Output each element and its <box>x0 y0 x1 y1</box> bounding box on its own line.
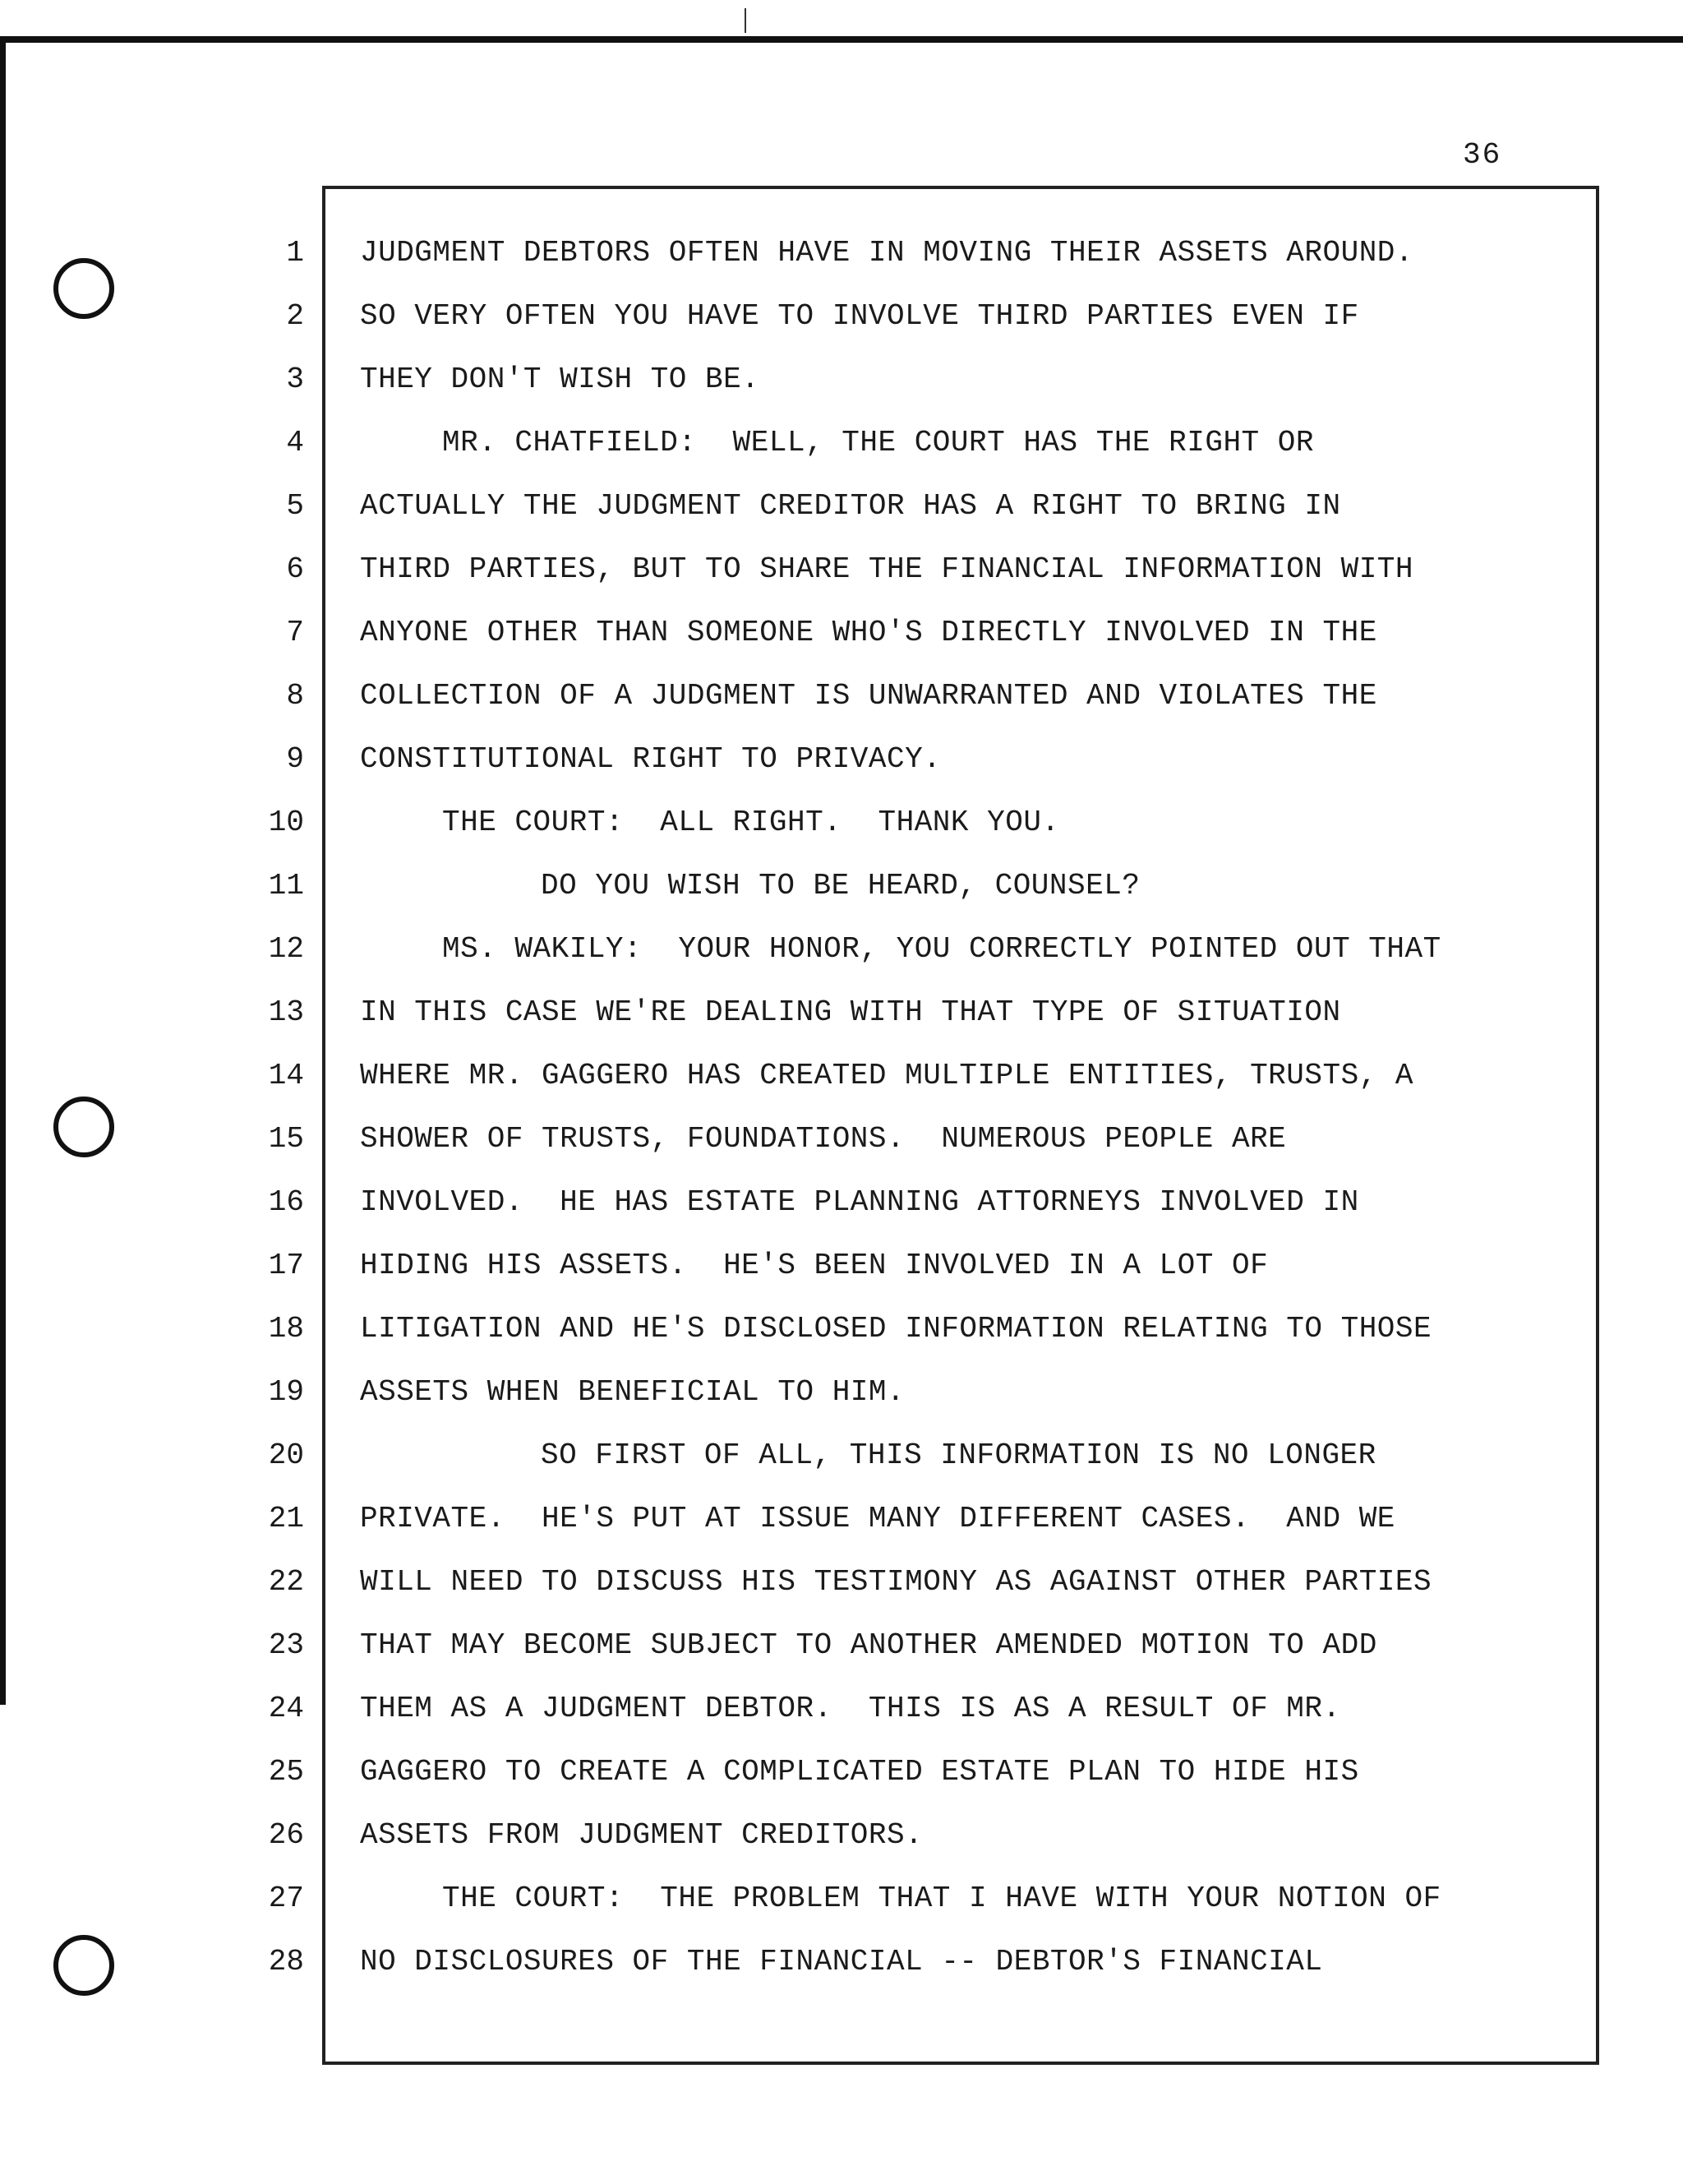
transcript-line: SO VERY OFTEN YOU HAVE TO INVOLVE THIRD PARTIES EVEN IF <box>360 299 1359 333</box>
transcript-line: SHOWER OF TRUSTS, FOUNDATIONS. NUMEROUS PEOPLE ARE <box>360 1122 1287 1156</box>
transcript-line: NO DISCLOSURES OF THE FINANCIAL -- DEBTOR'S FINANCIAL <box>360 1945 1323 1979</box>
punch-hole-bottom <box>53 1935 114 1996</box>
transcript-line: THE COURT: ALL RIGHT. THANK YOU. <box>442 806 1060 839</box>
page-number: 36 <box>1463 138 1502 172</box>
transcript-line: LITIGATION AND HE'S DISCLOSED INFORMATION RELATING TO THOSE <box>360 1312 1432 1346</box>
transcript-line: WILL NEED TO DISCUSS HIS TESTIMONY AS AGAINST OTHER PARTIES <box>360 1565 1432 1599</box>
transcript-line: PRIVATE. HE'S PUT AT ISSUE MANY DIFFERENT CASES. AND WE <box>360 1502 1395 1535</box>
transcript-line: ANYONE OTHER THAN SOMEONE WHO'S DIRECTLY INVOLVED IN THE <box>360 616 1377 649</box>
line-number: 23 <box>268 1628 304 1662</box>
transcript-line: GAGGERO TO CREATE A COMPLICATED ESTATE PLAN TO HIDE HIS <box>360 1755 1359 1789</box>
line-number: 26 <box>268 1818 304 1852</box>
line-number: 15 <box>268 1122 304 1156</box>
left-border-rule <box>0 36 6 1705</box>
line-number: 4 <box>286 426 304 459</box>
transcript-line: MR. CHATFIELD: WELL, THE COURT HAS THE RIGHT OR <box>442 426 1314 459</box>
line-number: 14 <box>268 1059 304 1092</box>
line-number: 21 <box>268 1502 304 1535</box>
transcript-line: SO FIRST OF ALL, THIS INFORMATION IS NO LONGER <box>541 1438 1376 1472</box>
line-number: 17 <box>268 1249 304 1282</box>
line-number: 6 <box>286 552 304 586</box>
line-number: 5 <box>286 489 304 523</box>
line-number: 3 <box>286 362 304 396</box>
transcript-line: WHERE MR. GAGGERO HAS CREATED MULTIPLE ENTITIES, TRUSTS, A <box>360 1059 1414 1092</box>
transcript-line: COLLECTION OF A JUDGMENT IS UNWARRANTED AND VIOLATES THE <box>360 679 1377 713</box>
line-number: 22 <box>268 1565 304 1599</box>
punch-hole-top <box>53 258 114 319</box>
transcript-line: INVOLVED. HE HAS ESTATE PLANNING ATTORNEYS INVOLVED IN <box>360 1185 1359 1219</box>
line-number: 16 <box>268 1185 304 1219</box>
line-number: 28 <box>268 1945 304 1979</box>
transcript-line: ASSETS FROM JUDGMENT CREDITORS. <box>360 1818 924 1852</box>
transcript-line: JUDGMENT DEBTORS OFTEN HAVE IN MOVING THEIR ASSETS AROUND. <box>360 236 1414 270</box>
line-number: 13 <box>268 995 304 1029</box>
transcript-line: ASSETS WHEN BENEFICIAL TO HIM. <box>360 1375 906 1409</box>
scan-mark <box>745 8 746 33</box>
line-number: 10 <box>268 806 304 839</box>
transcript-line: IN THIS CASE WE'RE DEALING WITH THAT TYPE OF SITUATION <box>360 995 1341 1029</box>
transcript-line: CONSTITUTIONAL RIGHT TO PRIVACY. <box>360 742 942 776</box>
line-number: 24 <box>268 1692 304 1725</box>
line-number: 1 <box>286 236 304 270</box>
transcript-line: THEM AS A JUDGMENT DEBTOR. THIS IS AS A RESULT OF MR. <box>360 1692 1341 1725</box>
line-number: 27 <box>268 1882 304 1915</box>
transcript-line: ACTUALLY THE JUDGMENT CREDITOR HAS A RIGHT TO BRING IN <box>360 489 1341 523</box>
line-number: 9 <box>286 742 304 776</box>
transcript-line: HIDING HIS ASSETS. HE'S BEEN INVOLVED IN A LOT OF <box>360 1249 1269 1282</box>
line-number: 12 <box>268 932 304 966</box>
transcript-line: THEY DON'T WISH TO BE. <box>360 362 760 396</box>
line-number: 7 <box>286 616 304 649</box>
transcript-line: THIRD PARTIES, BUT TO SHARE THE FINANCIAL INFORMATION WITH <box>360 552 1414 586</box>
line-number: 25 <box>268 1755 304 1789</box>
line-number: 2 <box>286 299 304 333</box>
transcript-line: MS. WAKILY: YOUR HONOR, YOU CORRECTLY POINTED OUT THAT <box>442 932 1441 966</box>
line-number: 8 <box>286 679 304 713</box>
punch-hole-middle <box>53 1097 114 1157</box>
line-number: 18 <box>268 1312 304 1346</box>
line-number: 19 <box>268 1375 304 1409</box>
transcript-line: THAT MAY BECOME SUBJECT TO ANOTHER AMENDED MOTION TO ADD <box>360 1628 1377 1662</box>
top-border-rule <box>0 36 1683 43</box>
line-number: 20 <box>268 1438 304 1472</box>
transcript-line: DO YOU WISH TO BE HEARD, COUNSEL? <box>541 869 1141 903</box>
line-number: 11 <box>268 869 304 903</box>
transcript-line: THE COURT: THE PROBLEM THAT I HAVE WITH YOUR NOTION OF <box>442 1882 1441 1915</box>
